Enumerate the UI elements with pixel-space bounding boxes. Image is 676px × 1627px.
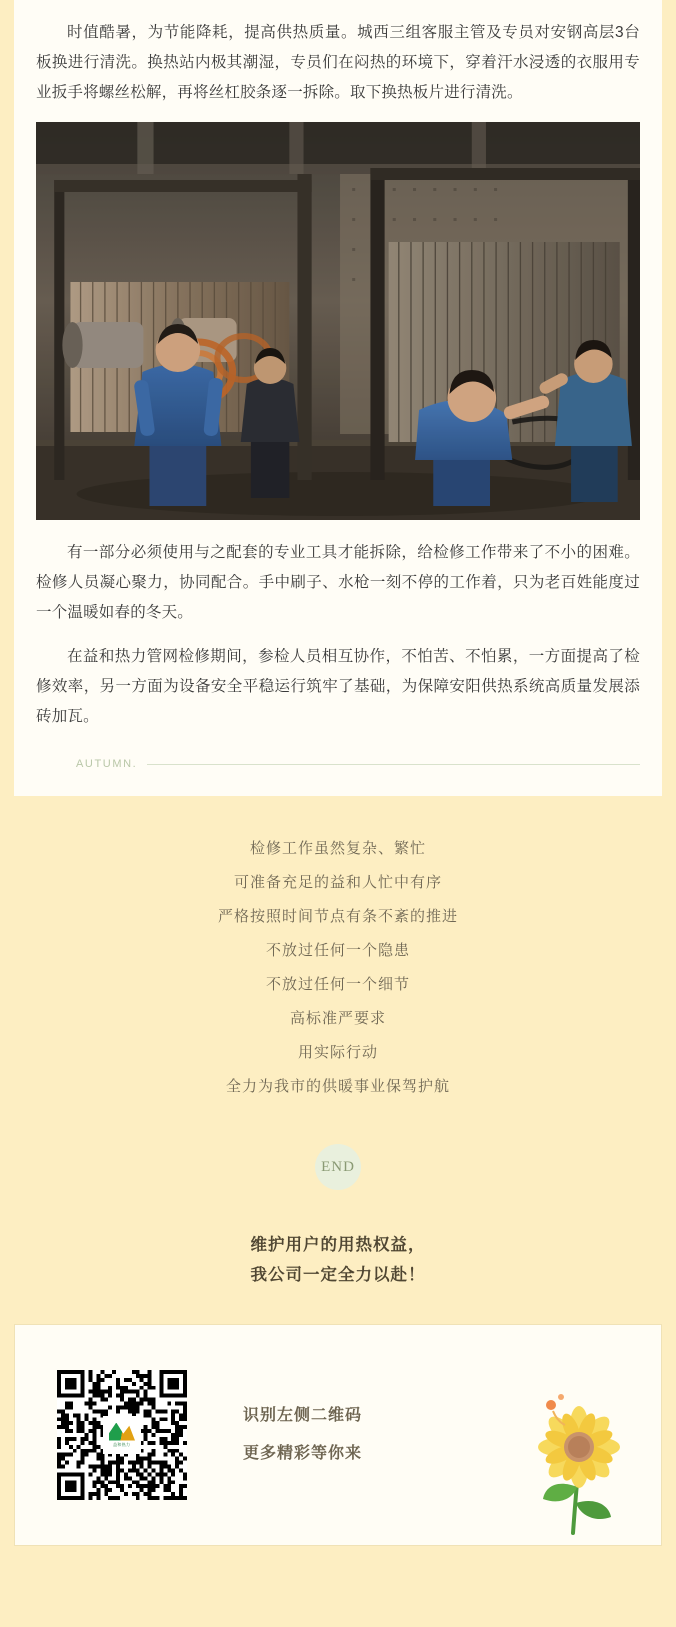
paragraph-2: 有一部分必须使用与之配套的专业工具才能拆除，给检修工作带来了不小的困难。检修人员凝心聚力，协同配合。手中刷子、水枪一刻不停的工作着，只为老百姓能度过一个温暖如春的冬天。: [36, 544, 640, 621]
signature-text: AUTUMN.: [76, 758, 138, 770]
poem-line: 不放过任何一个细节: [265, 976, 410, 993]
signature-row: [36, 758, 640, 770]
footer-line: 识别左侧二维码: [243, 1407, 363, 1424]
signature-divider: [147, 764, 640, 765]
sunflower-icon: [517, 1387, 635, 1537]
qr-code[interactable]: [57, 1370, 187, 1500]
company-logo-mark: [109, 1423, 135, 1441]
footer-text-block: [243, 1397, 362, 1473]
end-badge-wrapper: [0, 1144, 676, 1190]
bottom-spacer: [0, 1564, 676, 1580]
poem-line: 可准备充足的益和人忙中有序: [233, 874, 442, 891]
end-badge: END: [315, 1144, 361, 1190]
poem-line: 高标准严要求: [289, 1010, 386, 1027]
article-photo-wrapper: [36, 122, 640, 520]
poem-block: [0, 796, 676, 1110]
footer-line: 更多精彩等你来: [243, 1445, 363, 1462]
slogan-line: 我公司一定全力以赴！: [250, 1266, 426, 1284]
qr-center-logo: [103, 1416, 141, 1454]
poem-line: 严格按照时间节点有条不紊的推进: [217, 908, 458, 925]
qr-logo-text: 益和热力: [113, 1441, 131, 1447]
article-photo: [36, 122, 640, 520]
footer-qr-card: [14, 1324, 662, 1546]
paragraph-1: 时值酷暑，为节能降耗，提高供热质量。城西三组客服主管及专员对安钢高层3台板换进行清洗。换热站内极其潮湿，专员们在闷热的环境下，穿着汗水浸透的衣服用专业扳手将螺丝松解，再将丝杠胶条逐一拆除。取下换热板片进行清洗。: [36, 24, 640, 101]
paragraph-3: 在益和热力管网检修期间，参检人员相互协作，不怕苦、不怕累，一方面提高了检修效率，另一方面为设备安全平稳运行筑牢了基础，为保障安阳供热系统高质量发展添砖加瓦。: [36, 648, 640, 725]
poem-line: 不放过任何一个隐患: [265, 942, 410, 959]
poem-line: 全力为我市的供暖事业保驾护航: [225, 1078, 450, 1095]
article-card: [14, 0, 662, 796]
slogan-line: 维护用户的用热权益，: [250, 1236, 426, 1254]
poem-line: 检修工作虽然复杂、繁忙: [249, 840, 426, 857]
poem-line: 用实际行动: [297, 1044, 378, 1061]
slogan-block: [0, 1230, 676, 1290]
